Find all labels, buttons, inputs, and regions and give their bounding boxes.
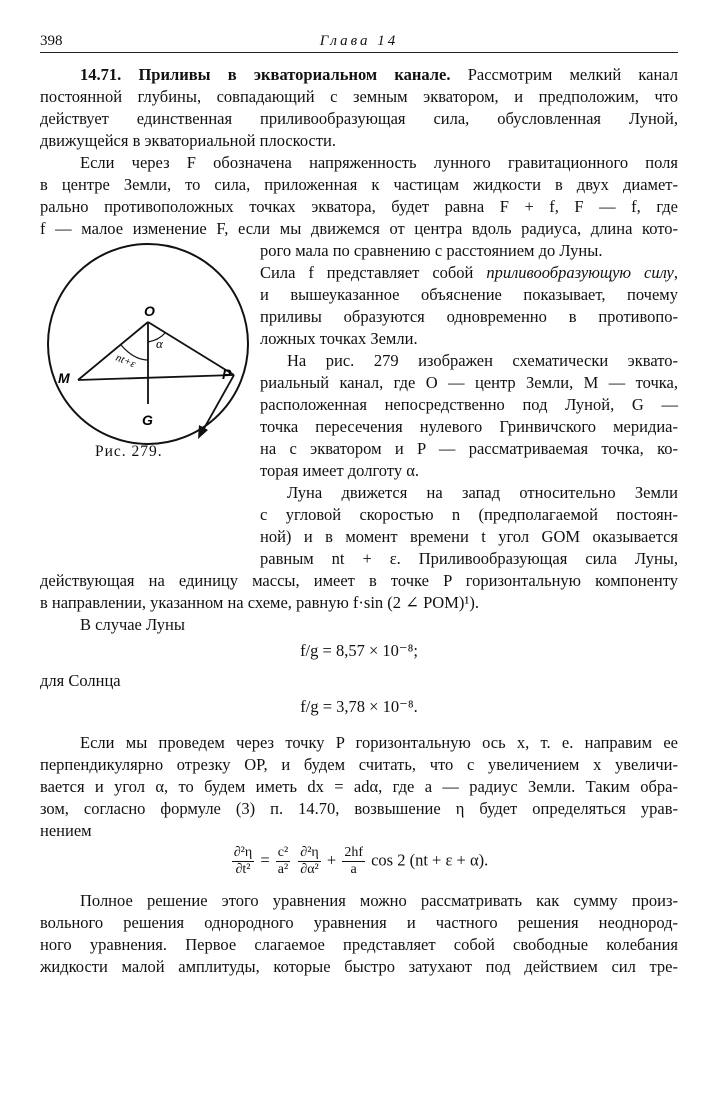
text-line: и вышеуказанное объяснение показывает, почему bbox=[260, 285, 678, 304]
text-line: f — малое изменение F, если мы движемся от центра вдоль радиуса, длина кото- bbox=[40, 219, 678, 238]
text-line: ложных точках Земли. bbox=[260, 329, 418, 348]
text-line: постоянной глубины, совпадающий с земным экватором, и предположим, что bbox=[40, 87, 678, 106]
label-p: P bbox=[222, 366, 232, 382]
page-number: 398 bbox=[40, 33, 63, 49]
text-line: На рис. 279 изображен схематически эквато- bbox=[287, 351, 678, 370]
text-line: для Солнца bbox=[40, 671, 121, 690]
radius-om bbox=[78, 322, 148, 380]
equation-1: $\frac{\text{∂²η}}{\text{∂t²}}$ = $\frac{\text{c²}}{\text{a²}}$ $\frac{\text{∂²η}}{\text{∂α²}}$ + $\frac{2hf}{a}$ cos 2 (nt + ε + α). bbox=[233, 845, 489, 877]
label-o: O bbox=[144, 303, 155, 319]
fraction: $\frac{\text{c²}}{\text{a²}}$ bbox=[277, 845, 289, 877]
equation-moon: f/g = 8,57 × 10⁻⁸; bbox=[300, 641, 418, 660]
text-line: расположенная непосредственно под Луной, G — bbox=[260, 395, 678, 414]
fraction: $\frac{2hf}{a}$ bbox=[344, 845, 363, 877]
label-alpha: α bbox=[156, 336, 163, 351]
text-line: вольного решения однородного уравнения и частного решения неоднород- bbox=[40, 913, 678, 932]
text-line: Рассмотрим мелкий канал bbox=[450, 65, 678, 84]
text-line: рого мала по сравнению с расстоянием до Луны. bbox=[260, 241, 603, 260]
text-line: действует единственная приливообразующая сила, обусловленная Луной, bbox=[40, 109, 678, 128]
chapter-title: Глава 14 bbox=[319, 33, 399, 49]
text-line: ной) и в момент времени t угол GOM оказывается bbox=[260, 527, 678, 546]
text-line: Полное решение этого уравнения можно рассматривать как сумму произ- bbox=[80, 891, 678, 910]
text-line: на с экватором и P — рассматриваемая точка, ко- bbox=[260, 439, 678, 458]
label-m: M bbox=[58, 370, 70, 386]
fraction: $\frac{\text{∂²η}}{\text{∂α²}}$ bbox=[300, 845, 319, 877]
fraction: $\frac{\text{∂²η}}{\text{∂t²}}$ bbox=[233, 845, 253, 877]
label-g: G bbox=[142, 412, 153, 428]
emphasis: приливообразующую силу bbox=[486, 263, 674, 282]
equation-sun: f/g = 3,78 × 10⁻⁸. bbox=[300, 697, 418, 716]
text-line: перпендикулярно отрезку OP, и будем считать, что с увеличением x увеличи- bbox=[40, 755, 678, 774]
text-line: нением bbox=[40, 821, 92, 840]
figure-279 bbox=[38, 232, 260, 467]
figure-caption: Рис. 279. bbox=[95, 443, 163, 460]
text-line: ного уравнения. Первое слагаемое представляет собой свободные колебания bbox=[40, 935, 678, 954]
section-heading-line bbox=[80, 64, 678, 86]
text-line: Сила f представляет собой приливообразующую силу, bbox=[260, 263, 678, 282]
label-nt-epsilon: nt+ε bbox=[113, 351, 138, 371]
text-line: торая имеет долготу α. bbox=[260, 461, 419, 480]
text-line: рально противоположных точках экватора, будет равна F + f, F — f, где bbox=[40, 197, 678, 216]
chord-mp bbox=[78, 375, 234, 380]
running-header bbox=[40, 30, 678, 53]
text-line: В случае Луны bbox=[80, 615, 185, 634]
section-title: 14.71. Приливы в экваториальном канале. bbox=[80, 65, 451, 84]
text-line: жидкости малой амплитуды, которые быстро затухают под действием сил тре- bbox=[40, 957, 678, 976]
text-line: Если мы проведем через точку P горизонтальную ось x, т. е. направим ее bbox=[80, 733, 678, 752]
text-line: движущейся в экваториальной плоскости. bbox=[40, 131, 337, 150]
text-line: зом, согласно формуле (3) п. 14.70, возвышение η будет определяться урав- bbox=[40, 799, 678, 818]
text-line: Если через F обозначена напряженность лунного гравитационного поля bbox=[80, 153, 678, 172]
text-line: риальный канал, где O — центр Земли, M — точка, bbox=[260, 373, 678, 392]
text-line: приливы образуются одновременно в противопо- bbox=[260, 307, 678, 326]
text-line: с угловой скоростью n (предполагаемой постоян- bbox=[260, 505, 678, 524]
text-line: точка пересечения нулевого Гринвичского меридиа- bbox=[260, 417, 678, 436]
text-line: действующая на единицу массы, имеет в точке P горизонтальную компоненту bbox=[40, 571, 678, 590]
text-line: в центре Земли, то сила, приложенная к частицам жидкости в двух диамет- bbox=[40, 175, 678, 194]
text-line: равным nt + ε. Приливообразующая сила Луны, bbox=[260, 549, 678, 568]
text-line: вается и угол α, то будем иметь dx = adα, где a — радиус Земли. Таким обра- bbox=[40, 777, 678, 796]
text-line: Луна движется на запад относительно Земли bbox=[287, 483, 678, 502]
text-line: в направлении, указанном на схеме, равную f·sin (2 ∠ POM)¹). bbox=[40, 593, 479, 612]
